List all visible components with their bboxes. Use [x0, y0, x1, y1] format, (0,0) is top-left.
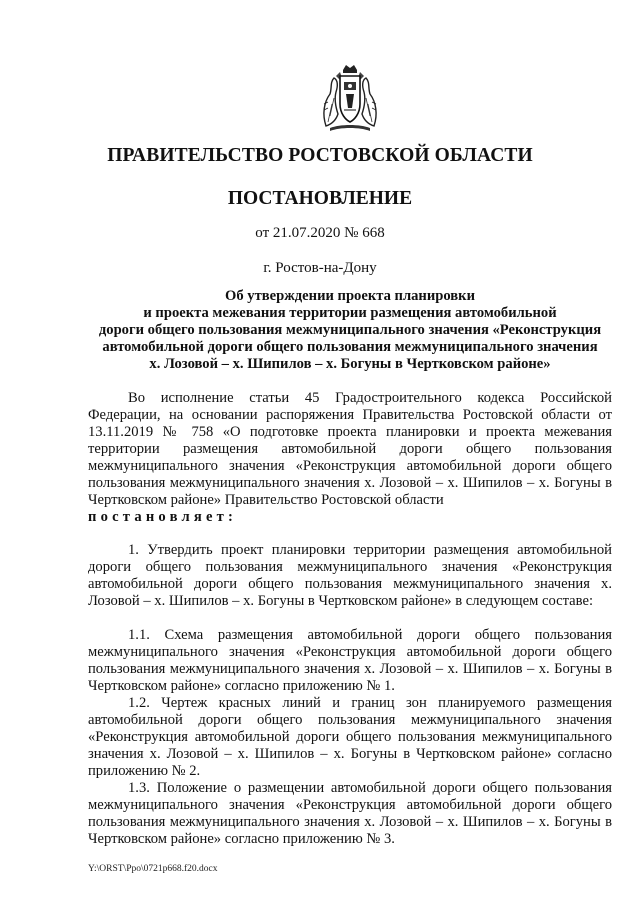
government-title: ПРАВИТЕЛЬСТВО РОСТОВСКОЙ ОБЛАСТИ: [107, 145, 533, 166]
file-path-footer: Y:\ORST\Ppo\0721p668.f20.docx: [88, 864, 218, 874]
subject-line: и проекта межевания территории размещения автомобильной: [143, 305, 557, 321]
item-1-1-text: 1.1. Схема размещения автомобильной дороги общего пользования межмуниципального значения «Реконструкция автомобильной дороги общего пользования межмуниципального значения х. Лозовой – х. Шипилов – х. Богуны в Чертковском районе» согласно приложению № 1.: [88, 627, 612, 694]
coat-of-arms-icon: [318, 64, 382, 134]
item-1-3-text: 1.3. Положение о размещении автомобильной дороги общего пользования межмуниципального значения «Реконструкция автомобильной дороги общего пользования межмуниципального значения х. Лозовой – х. Шипилов – х. Богуны в Чертковском районе» согласно приложению № 3.: [88, 780, 612, 847]
item-1-1-paragraph: [88, 627, 612, 695]
item-1-2-text: 1.2. Чертеж красных линий и границ зон планируемого размещения автомобильной дороги общего пользования межмуниципального значения «Реконструкция автомобильной дороги общего пользования межмуниципального значения х. Лозовой – х. Шипилов – х. Богуны в Чертковском районе» согласно приложению № 2.: [88, 695, 612, 779]
subject-line: дороги общего пользования межмуниципального значения «Реконструкция: [98, 322, 602, 338]
subject-line: х. Лозовой – х. Шипилов – х. Богуны в Чертковском районе»: [149, 356, 551, 372]
decree-verb: постановляет:: [88, 509, 238, 525]
subject-line: автомобильной дороги общего пользования межмуниципального значения: [102, 339, 598, 355]
preamble-paragraph: [88, 390, 612, 526]
item-1-text: 1. Утвердить проект планировки территории размещения автомобильной дороги общего пользования межмуниципального значения «Реконструкция автомобильной дороги общего пользования межмуниципального значения х. Лозовой – х. Шипилов – х. Богуны в Чертковском районе» в следующем составе:: [88, 542, 612, 609]
item-1-paragraph: [88, 542, 612, 610]
document-date-number: от 21.07.2020 № 668: [255, 225, 385, 241]
preamble-text: Во исполнение статьи 45 Градостроительного кодекса Российской Федерации, на основании распоряжения Правительства Ростовской области от 13.11.2019 № 758 «О подготовке проекта планировки и проекта межевания территории размещения автомобильной дороги общего пользования межмуниципального значения «Реконструкция автомобильной дороги общего пользования межмуниципального значения х. Лозовой – х. Шипилов – х. Богуны в Чертковском районе» Правительство Ростовской области: [88, 390, 612, 508]
item-1-3-paragraph: [88, 780, 612, 848]
item-1-2-paragraph: [88, 695, 612, 780]
subject-line: Об утверждении проекта планировки: [224, 288, 475, 304]
document-type: ПОСТАНОВЛЕНИЕ: [227, 188, 413, 209]
document-city: г. Ростов-на-Дону: [263, 260, 377, 276]
document-subject: [88, 288, 612, 373]
